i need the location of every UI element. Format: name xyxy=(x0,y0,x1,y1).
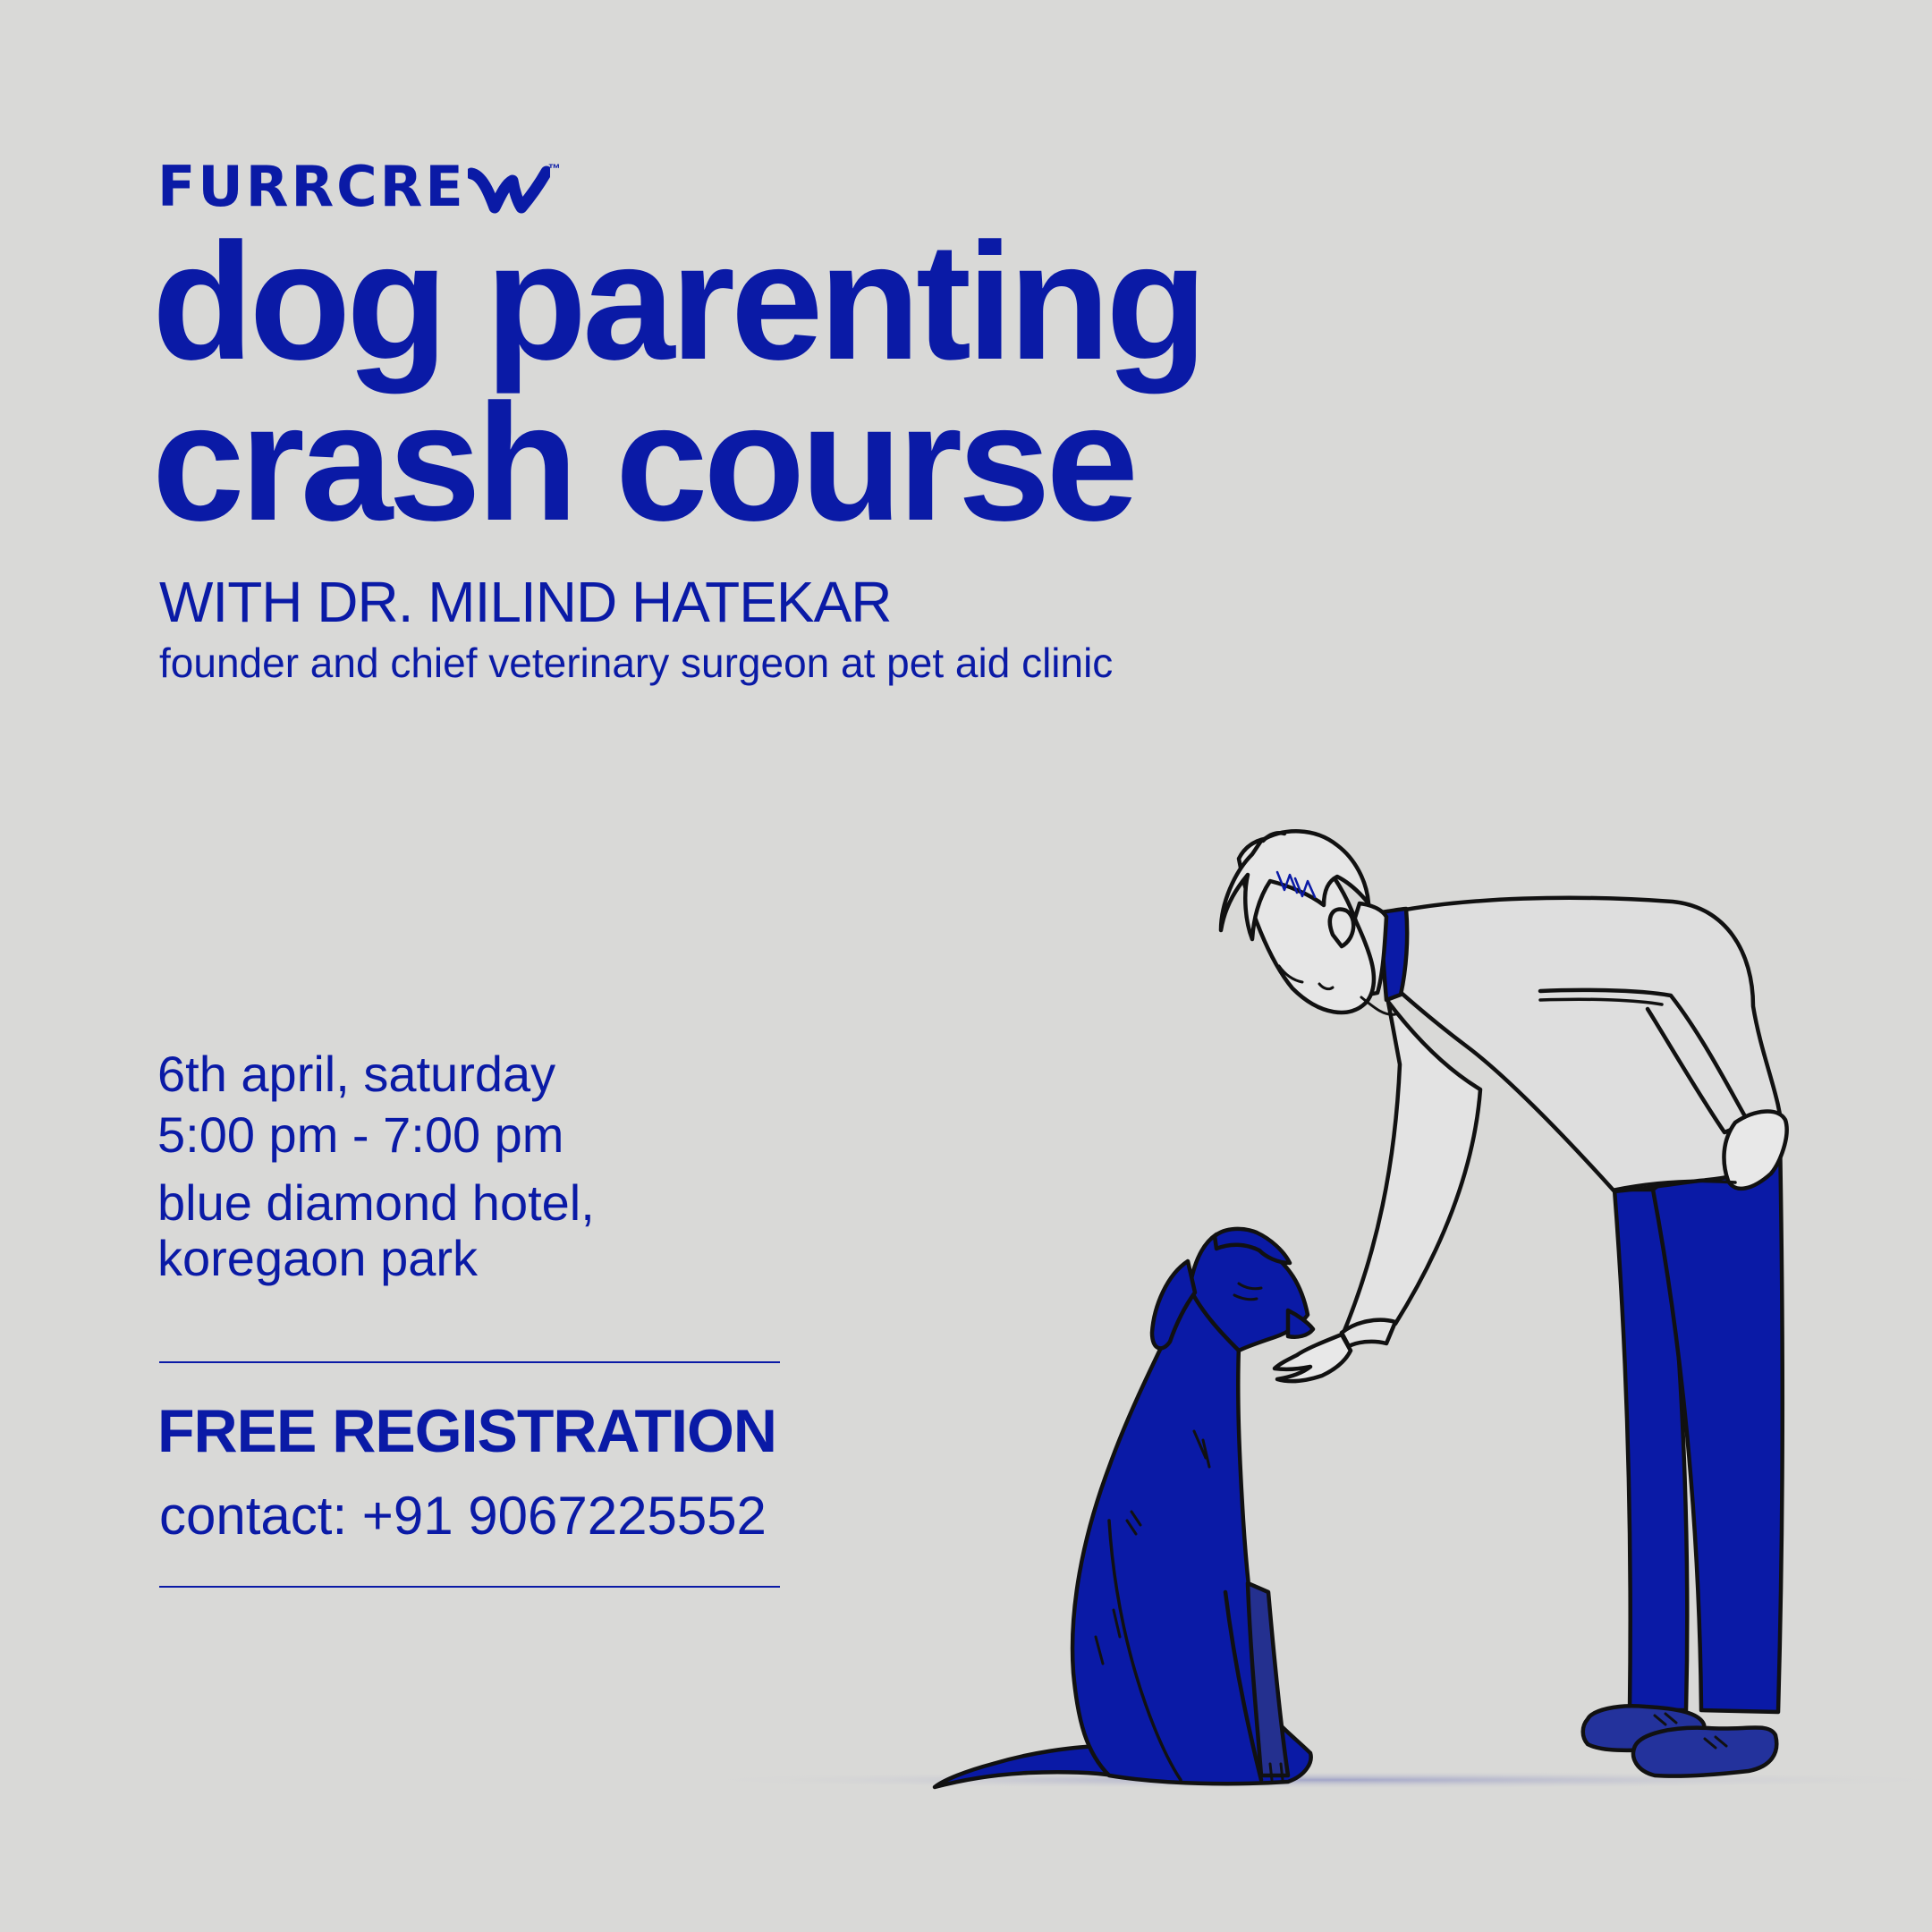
man-right-shoe xyxy=(1633,1727,1776,1775)
speaker-role: founder and chief veterinary surgeon at pet aid clinic xyxy=(159,640,1114,686)
trademark-symbol: ™ xyxy=(547,161,561,175)
contact-number: contact: +91 9067225552 xyxy=(159,1486,767,1546)
speaker-name: DR. MILIND HATEKAR xyxy=(317,570,892,634)
title-line-1: dog parenting xyxy=(152,209,1203,394)
event-date: 6th april, saturday xyxy=(157,1046,556,1102)
event-time: 5:00 pm - 7:00 pm xyxy=(157,1106,564,1163)
event-venue-line-1: blue diamond hotel, xyxy=(157,1174,595,1231)
dog-figure xyxy=(935,1229,1313,1787)
brand-wordmark: FURRCRE xyxy=(157,154,466,219)
man-hand xyxy=(1275,1335,1351,1381)
event-venue-line-2: koregaon park xyxy=(157,1230,479,1286)
registration-label: FREE REGISTRATION xyxy=(157,1397,776,1465)
title-line-2: crash course xyxy=(152,370,1134,555)
man-left-arm xyxy=(1342,1002,1480,1337)
ground-shadow xyxy=(680,1771,1932,1789)
speaker-prefix: WITH xyxy=(159,570,318,634)
